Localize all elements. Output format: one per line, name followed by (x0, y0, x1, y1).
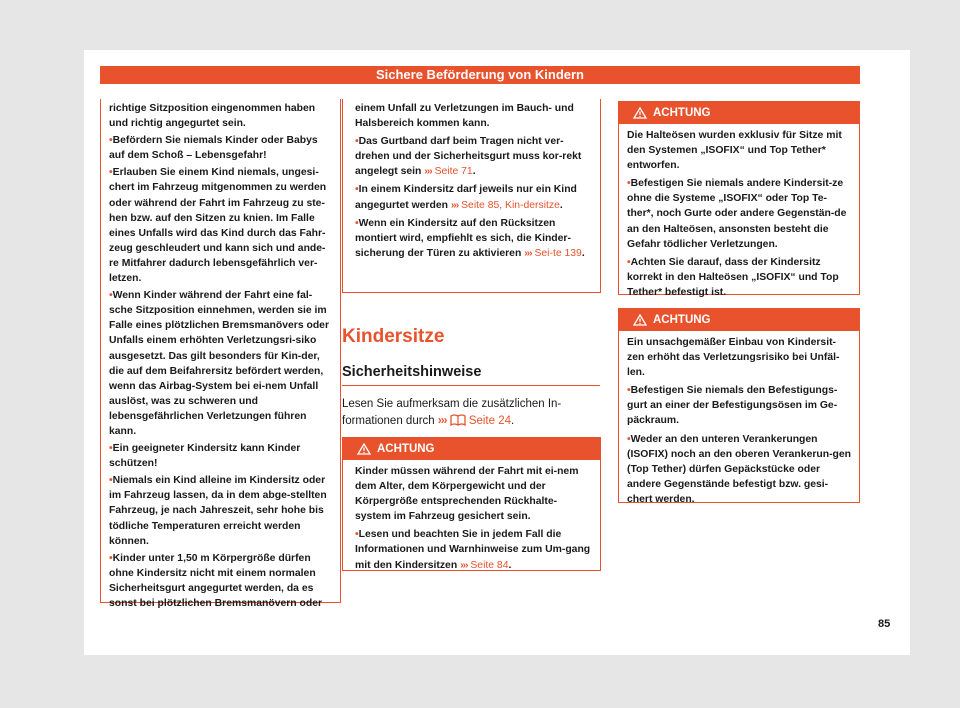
warning-label: ACHTUNG (653, 314, 711, 326)
r2-bullet-1: • Befestigen Sie niemals den Befestigungs-gurt an einer der Befestigungsösen im Ge-päckraum. (627, 383, 853, 428)
mid-box-bullet: • Lesen und beachten Sie in jedem Fall die Informationen und Warnhinweise zum Um-gang mit den Kindersitzen ››› Seite 84. (355, 527, 592, 572)
achtung-box-kinder (342, 437, 601, 571)
r1-bullet-1: • Befestigen Sie niemals andere Kindersit-ze ohne die Systeme „ISOFIX“ oder Top Te-ther*, noch Gurte oder andere Gegenstän-de an den Halteösen, ansonsten besteht die Gefahr tödlicher Verletzungen. (627, 176, 853, 251)
page-number: 85 (878, 618, 891, 630)
warning-header (619, 309, 859, 331)
page-header: Sichere Beförderung von Kindern (100, 66, 860, 84)
warning-text-column (101, 99, 340, 611)
section-subtitle: Sicherheitshinweise (342, 364, 482, 380)
warning-box-continued (100, 99, 341, 609)
box2-bullet-1: • Das Gurtband darf beim Tragen nicht ver-drehen und der Sicherheitsgurt muss kor-rekt angelegt sein ››› Seite 71. (355, 134, 592, 179)
warning-bullet: • Niemals ein Kind alleine im Kindersitz oder im Fahrzeug lassen, da in dem abge-stellten Fahrzeug, je nach Jahreszeit, sehr hohe bis tödliche Temperaturen erreicht werden können. (109, 473, 332, 548)
warning-triangle-icon (633, 107, 647, 119)
r1-bullet-2: • Achten Sie darauf, dass der Kindersitz korrekt in den Halteösen „ISOFIX“ und Top Tether* befestigt ist. (627, 255, 853, 300)
achtung-box-isofix (618, 101, 860, 298)
warning-header (619, 102, 859, 124)
link-seite-24[interactable]: Seite 24 (468, 414, 512, 427)
r1-paragraph: Die Halteösen wurden exklusiv für Sitze mit den Systemen „ISOFIX“ und Top Tether* entworfen. (627, 130, 842, 172)
section-intro: Lesen Sie aufmerksam die zusätzlichen In-formationen durch ››› Seite 24. (342, 396, 602, 431)
r2-paragraph: Ein unsachgemäßer Einbau von Kindersit-zen erhöht das Verletzungsrisiko bei Unfäl-len. (627, 337, 840, 379)
link-seite-71[interactable]: Seite 71 (434, 166, 473, 178)
warning-label: ACHTUNG (377, 443, 435, 455)
r2-bullet-2: • Weder an den unteren Verankerungen (ISOFIX) noch an den oberen Verankerun-gen (Top Tether) dürfen Gepäckstücke oder andere Gegenstände befestigt bzw. gesi-chert werden. (627, 432, 853, 507)
warning-bullet: • Kinder unter 1,50 m Körpergröße dürfen ohne Kindersitz nicht mit einem normalen Sicherheitsgurt angegurtet werden, da es sonst bei plötzlichen Bremsmanövern oder (109, 551, 332, 611)
box2-bullet-3: • Wenn ein Kindersitz auf den Rücksitzen montiert wird, empfiehlt es sich, die Kinder-sicherung der Türen zu aktivieren ››› Sei-te 139. (355, 216, 592, 261)
warning-bullet: • Ein geeigneter Kindersitz kann Kinder schützen! (109, 441, 332, 471)
mid-box-paragraph: Kinder müssen während der Fahrt mit ei-nem dem Alter, dem Körpergewicht und der Körpergröße entsprechenden Rückhalte-system im Fahrzeug gesichert sein. (355, 466, 579, 523)
box2-paragraph: einem Unfall zu Verletzungen im Bauch- und Halsbereich kommen kann. (355, 103, 574, 130)
link-seite-139[interactable]: Sei-te 139 (534, 247, 582, 259)
link-seite-85[interactable]: Seite 85, Kin-dersitze (461, 199, 560, 211)
warning-header (343, 438, 600, 460)
warning-label: ACHTUNG (653, 107, 711, 119)
box2-bullet-2: • In einem Kindersitz darf jeweils nur ein Kind angegurtet werden ››› Seite 85, Kin-dersitze. (355, 182, 592, 212)
warning-box-continued-2 (342, 99, 601, 293)
warning-triangle-icon (357, 443, 371, 455)
section-divider (342, 385, 600, 386)
achtung-box-einbau (618, 308, 860, 503)
link-seite-84[interactable]: Seite 84 (470, 559, 509, 571)
warning-bullet: • Wenn Kinder während der Fahrt eine fal-sche Sitzposition einnehmen, werden sie im Falle eines plötzlichen Bremsmanövers oder Unfalls einem erhöhten Verletzungsri-siko ausgesetzt. Das gilt besonders für Kin-der, die auf dem Beifahrersitz befördert werden, wenn das Airbag-System bei ei-nem Unfall auslöst, was zu schweren und lebensgefährlichen Verletzungen führen kann. (109, 288, 332, 439)
warning-paragraph: richtige Sitzposition eingenommen haben und richtig angegurtet sein. (109, 103, 316, 130)
book-icon (450, 414, 466, 432)
warning-triangle-icon (633, 314, 647, 326)
warning-bullet: • Befördern Sie niemals Kinder oder Babys auf dem Schoß – Lebensgefahr! (109, 133, 332, 163)
warning-bullet: • Erlauben Sie einem Kind niemals, ungesi-chert im Fahrzeug mitgenommen zu werden oder während der Fahrt im Fahrzeug zu ste-hen bzw. auf den Sitzen zu knien. Im Falle eines Unfalls wird das Kind durch das Fahr-zeug geschleudert und kann sich und ande-re Mitfahrer dadurch lebensgefährlich ver-letzen. (109, 165, 332, 286)
section-title: Kindersitze (342, 326, 445, 347)
